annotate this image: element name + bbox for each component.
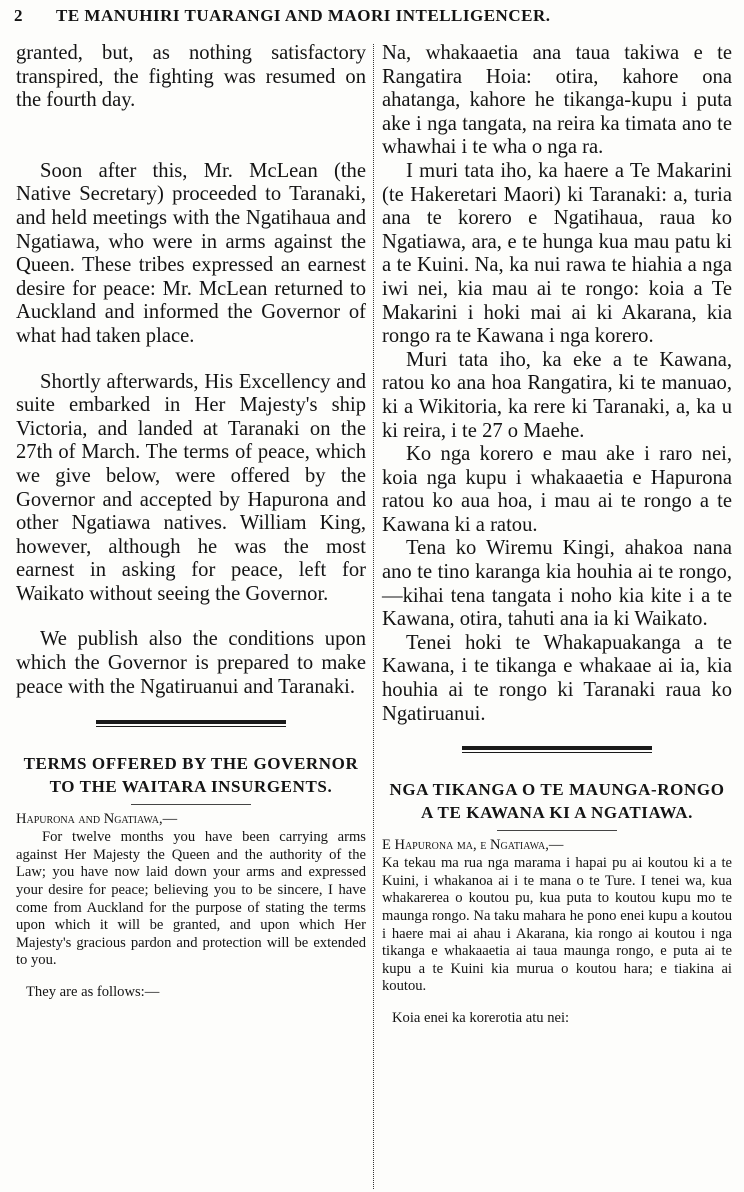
english-column [16, 42, 366, 1002]
english-terms-body: For twelve months you have been carrying arms against Her Majesty the Queen and the authority of the Law; you have now laid down your arms and expressed your desire for peace; believing you to be sincere, I have come from Auckland for the purpose of stating the terms upon which it will be granted, and upon which Her Majesty's gracious pardon and protection will be extended to you. [16, 829, 366, 969]
page-header [14, 6, 730, 36]
page-number: 2 [14, 6, 23, 25]
english-closing: They are as follows:— [26, 984, 160, 1000]
maori-closing: Koia enei ka korerotia atu nei: [392, 1009, 570, 1026]
maori-terms-body: Ka tekau ma rua nga marama i hapai pu ai koutou ki a te Kuini, i whakanoa ai i te mana o te Ture. I tenei wa, kua whakarerea o koutou pu, kua puta to koutou kupu mo te maunga rongo. Na taku mahara he pono enei kupu a koutou i haere mai ai ahau i Akarana, kia rongo ai koutou i nga tikanga e whakaaetia ai taua maunga rongo, e puta ai te kupu a te Kuini kia murua o koutou hara; e tiakina ai koutou. [382, 855, 732, 995]
english-paragraph-4: We publish also the conditions upon which the Governor is prepared to make peace with the Ngatiruanui and Taranaki. [16, 628, 366, 698]
maori-paragraph-2: I muri tata iho, ka haere a Te Makarini (te Hakeretari Maori) ki Taranaki: a, turia ana te korero e Ngatihaua, raua ko Ngatiawa, ara, e te hunga kua mau patu ki a te Kuini. Na, ka nui rawa te hiahia a nga iwi nei, kia mau ai te rongo: koia a Te Makarini i hoki mai ai ki Akarana, kia rongo ra te Kawana i nga korero. [382, 159, 732, 348]
section-rule-right [462, 746, 652, 750]
english-paragraph-2: Soon after this, Mr. McLean (the Native Secretary) proceeded to Taranaki, and held meetings with the Ngatihaua and Ngatiawa, who were in arms against the Queen. These tribes expressed an earnest desire for peace: Mr. McLean returned to Auckland and informed the Governor of what had taken place. [16, 159, 366, 347]
section-rule-left [96, 720, 286, 724]
english-address: Hapurona and Ngatiawa,— [16, 811, 178, 828]
maori-heading-line-1: NGA TIKANGA O TE MAUNGA-RONGO [389, 780, 725, 800]
maori-paragraph-1: Na, whakaaetia ana taua takiwa e te Rangatira Hoia: otira, kahore ona ahatanga, kahore he tikanga-kupu i puta ake i nga tangata, na reira ka timata ano te whawhai i te wha o nga ra. [382, 42, 732, 159]
column-divider [373, 44, 375, 1189]
english-heading-line-1: TERMS OFFERED BY THE GOVERNOR [23, 754, 359, 774]
maori-heading-line-2: A TE KAWANA KI A NGATIAWA. [421, 803, 693, 823]
maori-column [382, 42, 732, 1028]
maori-paragraph-3: Muri tata iho, ka eke a te Kawana, ratou ko ana hoa Rangatira, ki te manuao, ki a Wikitoria, ka rere ki Taranaki, a, ka u ki reira, i te 27 o Maehe. [382, 348, 732, 442]
maori-paragraph-4: Ko nga korero e mau ake i raro nei, koia nga kupu i whakaaetia e Hapurona ratou ko aua hoa, i mau ai te rongo a te Kawana ki a ratou. [382, 443, 732, 536]
english-heading-line-2: TO THE WAITARA INSURGENTS. [49, 777, 333, 797]
maori-paragraph-6: Tenei hoki te Whakapuakanga a te Kawana, i te tikanga e whakaae ai ia, kia houhia ai te rongo ki Taranaki raua ko Ngatiruanui. [382, 631, 732, 725]
maori-paragraph-5: Tena ko Wiremu Kingi, ahakoa nana ano te tino karanga kia houhia ai te rongo,—kihai tena tangata i noho kia kite i a te Kawana, otira, tahuti ana ia ki Waikato. [382, 537, 732, 631]
english-paragraph-1: granted, but, as nothing satisfactory transpired, the fighting was resumed on the fourth day. [16, 42, 366, 112]
newspaper-title: TE MANUHIRI TUARANGI AND MAORI INTELLIGENCER. [56, 6, 551, 25]
english-paragraph-3: Shortly afterwards, His Excellency and suite embarked in Her Majesty's ship Victoria, and landed at Taranaki on the 27th of March. The terms of peace, which we give below, were offered by the Governor and accepted by Hapurona and other Ngatiawa natives. William King, however, although he was the most earnest in asking for peace, left for Waikato without seeing the Governor. [16, 370, 366, 605]
maori-address: E Hapurona ma, e Ngatiawa,— [382, 837, 564, 854]
